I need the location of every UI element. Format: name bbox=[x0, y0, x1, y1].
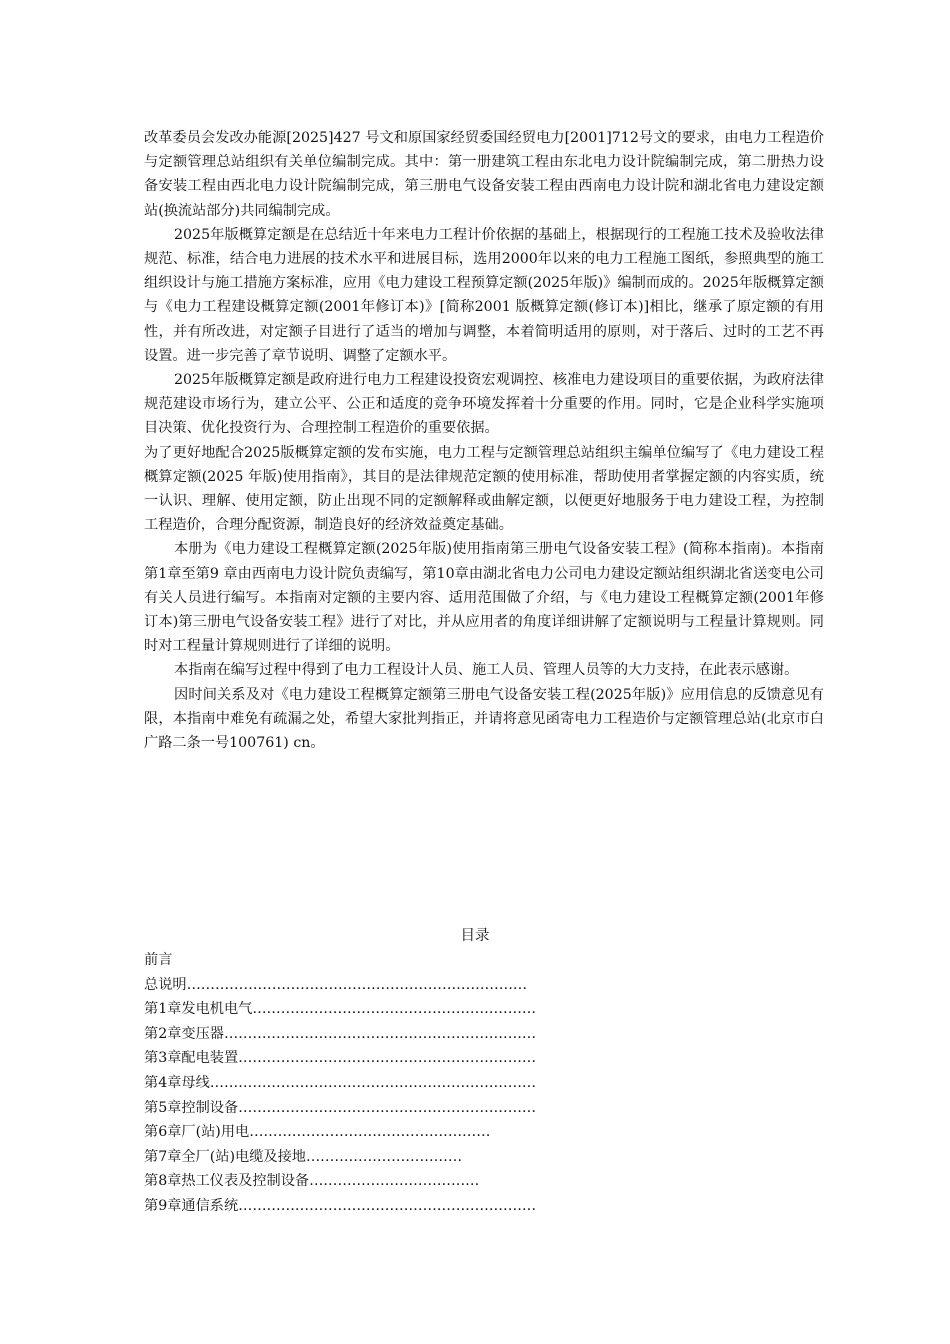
paragraph-4: 为了更好地配合2025版概算定额的发布实施，电力工程与定额管理总站组织主编单位编写了《电力建设工程概算定额(2025 年版)使用指南》，其目的是法律规范定额的使用标准，帮助使用者掌握定额的内容实质，统一认识、理解、使用定额，防止出现不同的定额解释或曲解定额，以便更好地服务于电力建设工程，为控制工程造价，合理分配资源，制造良好的经济效益奠定基础。 bbox=[144, 444, 824, 534]
toc-item-chapter-5[interactable]: 第5章控制设备……………………………………………………… bbox=[144, 1099, 537, 1116]
toc-item-chapter-8[interactable]: 第8章热工仪表及控制设备……………………………… bbox=[144, 1173, 480, 1190]
paragraph-5: 本册为《电力建设工程概算定额(2025年版)使用指南第三册电气设备安装工程》(简称本指南)。本指南第1章至第9 章由西南电力设计院负责编写，第10章由湖北省电力公司电力建设定额站组织湖北省送变电公司有关人员进行编写。本指南对定额的主要内容、适用范围做了介绍，与《电力建设工程概算定额(2001年修订本)第三册电气设备安装工程》进行了对比，并从应用者的角度详细讲解了定额说明与工程量计算规则。同时对工程量计算规则进行了详细的说明。 bbox=[144, 541, 824, 655]
table-of-contents bbox=[144, 948, 624, 1219]
paragraph-2: 2025年版概算定额是在总结近十年来电力工程计价依据的基础上，根据现行的工程施工技术及验收法律规范、标准，结合电力进展的技术水平和进展目标，选用2000年以来的电力工程施工图纸，参照典型的施工组织设计与施工措施方案标准，应用《电力建设工程预算定额(2025年版)》编制而成的。2025年版概算定额与《电力工程建设概算定额(2001年修订本)》[简称2001 版概算定额(修订本)]相比，继承了原定额的有用性，并有所改进，对定额子目进行了适当的增加与调整，本着简明适用的原则，对于落后、过时的工艺不再设置。进一步完善了章节说明、调整了定额水平。 bbox=[144, 226, 824, 364]
toc-item-chapter-3[interactable]: 第3章配电装置……………………………………………………… bbox=[144, 1050, 537, 1067]
preface-body bbox=[144, 126, 824, 755]
paragraph-6: 本指南在编写过程中得到了电力工程设计人员、施工人员、管理人员等的大力支持，在此表示感谢。 bbox=[174, 662, 799, 679]
toc-item-preface[interactable]: 前言 bbox=[144, 952, 173, 968]
paragraph-7: 因时间关系及对《电力建设工程概算定额第三册电气设备安装工程(2025年版)》应用信息的反馈意见有限，本指南中难免有疏漏之处，希望大家批判指正，并请将意见函寄电力工程造价与定额管理总站(北京市白广路二条一号100761) cn。 bbox=[144, 686, 824, 752]
toc-item-chapter-6[interactable]: 第6章厂(站)用电…………………………………………… bbox=[144, 1124, 491, 1141]
toc-item-chapter-9[interactable]: 第9章通信系统……………………………………………………… bbox=[144, 1197, 537, 1214]
toc-item-chapter-4[interactable]: 第4章母线…………………………………………………………… bbox=[144, 1074, 537, 1091]
toc-item-general[interactable]: 总说明……………………………………………………………… bbox=[144, 976, 528, 993]
toc-item-chapter-1[interactable]: 第1章发电机电气…………………………………………………… bbox=[144, 1001, 537, 1018]
toc-item-chapter-7[interactable]: 第7章全厂(站)电缆及接地…………………………… bbox=[144, 1148, 463, 1165]
paragraph-3: 2025年版概算定额是政府进行电力工程建设投资宏观调控、核准电力建设项目的重要依据，为政府法律规范建设市场行为，建立公平、公正和适度的竞争环境发挥着十分重要的作用。同时，它是企业科学实施项目决策、优化投资行为、合理控制工程造价的重要依据。 bbox=[144, 372, 824, 437]
paragraph-1: 改革委员会发改办能源[2025]427 号文和原国家经贸委国经贸电力[2001]712号文的要求，由电力工程造价与定额管理总站组织有关单位编制完成。其中：第一册建筑工程由东北电力设计院编制完成，第二册热力设备安装工程由西北电力设计院编制完成，第三册电气设备安装工程由西南电力设计院和湖北省电力建设定额站(换流站部分)共同编制完成。 bbox=[144, 130, 824, 219]
toc-title: 目录 bbox=[460, 928, 490, 944]
toc-item-chapter-2[interactable]: 第2章变压器………………………………………………………… bbox=[144, 1025, 537, 1042]
